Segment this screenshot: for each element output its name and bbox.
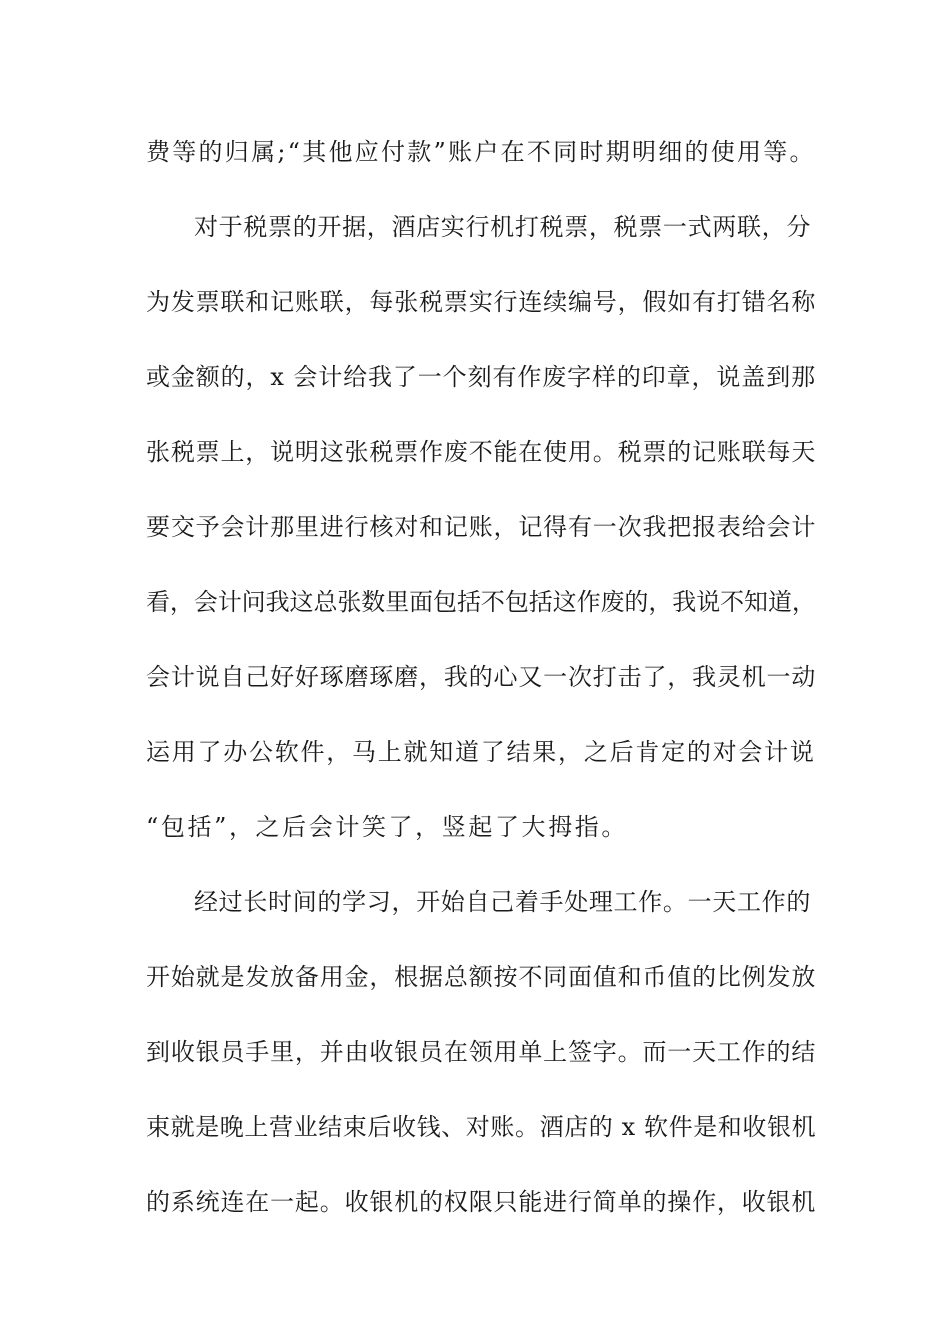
paragraph-2-line-7: 会计说自己好好琢磨琢磨，我的心又一次打击了，我灵机一动 <box>146 663 817 691</box>
paragraph-2-line-5: 要交予会计那里进行核对和记账，记得有一次我把报表给会计 <box>146 513 817 541</box>
text-line-1: 费等的归属;“其他应付款”账户在不同时期明细的使用等。 <box>146 138 816 166</box>
paragraph-3-line-4: 束就是晚上营业结束后收钱、对账。酒店的 x 软件是和收银机 <box>146 1113 817 1141</box>
paragraph-2-line-6: 看，会计问我这总张数里面包括不包括这作废的，我说不知道， <box>146 588 816 616</box>
paragraph-2-line-4: 张税票上，说明这张税票作废不能在使用。税票的记账联每天 <box>146 438 817 466</box>
paragraph-3-line-3: 到收银员手里，并由收银员在领用单上签字。而一天工作的结 <box>146 1038 817 1066</box>
paragraph-2-line-2: 为发票联和记账联，每张税票实行连续编号，假如有打错名称 <box>146 288 817 316</box>
paragraph-2-line-8: 运用了办公软件，马上就知道了结果，之后肯定的对会计说 <box>146 738 816 766</box>
paragraph-3-line-2: 开始就是发放备用金，根据总额按不同面值和币值的比例发放 <box>146 963 817 991</box>
paragraph-2-line-9: “包括”，之后会计笑了，竖起了大拇指。 <box>146 813 628 841</box>
paragraph-3-line-1: 经过长时间的学习，开始自己着手处理工作。一天工作的 <box>194 888 811 916</box>
paragraph-2-line-1: 对于税票的开据，酒店实行机打税票，税票一式两联，分 <box>194 213 811 241</box>
paragraph-2-line-3: 或金额的，x 会计给我了一个刻有作废字样的印章，说盖到那 <box>146 363 816 391</box>
paragraph-3-line-5: 的系统连在一起。收银机的权限只能进行简单的操作，收银机 <box>146 1188 817 1216</box>
